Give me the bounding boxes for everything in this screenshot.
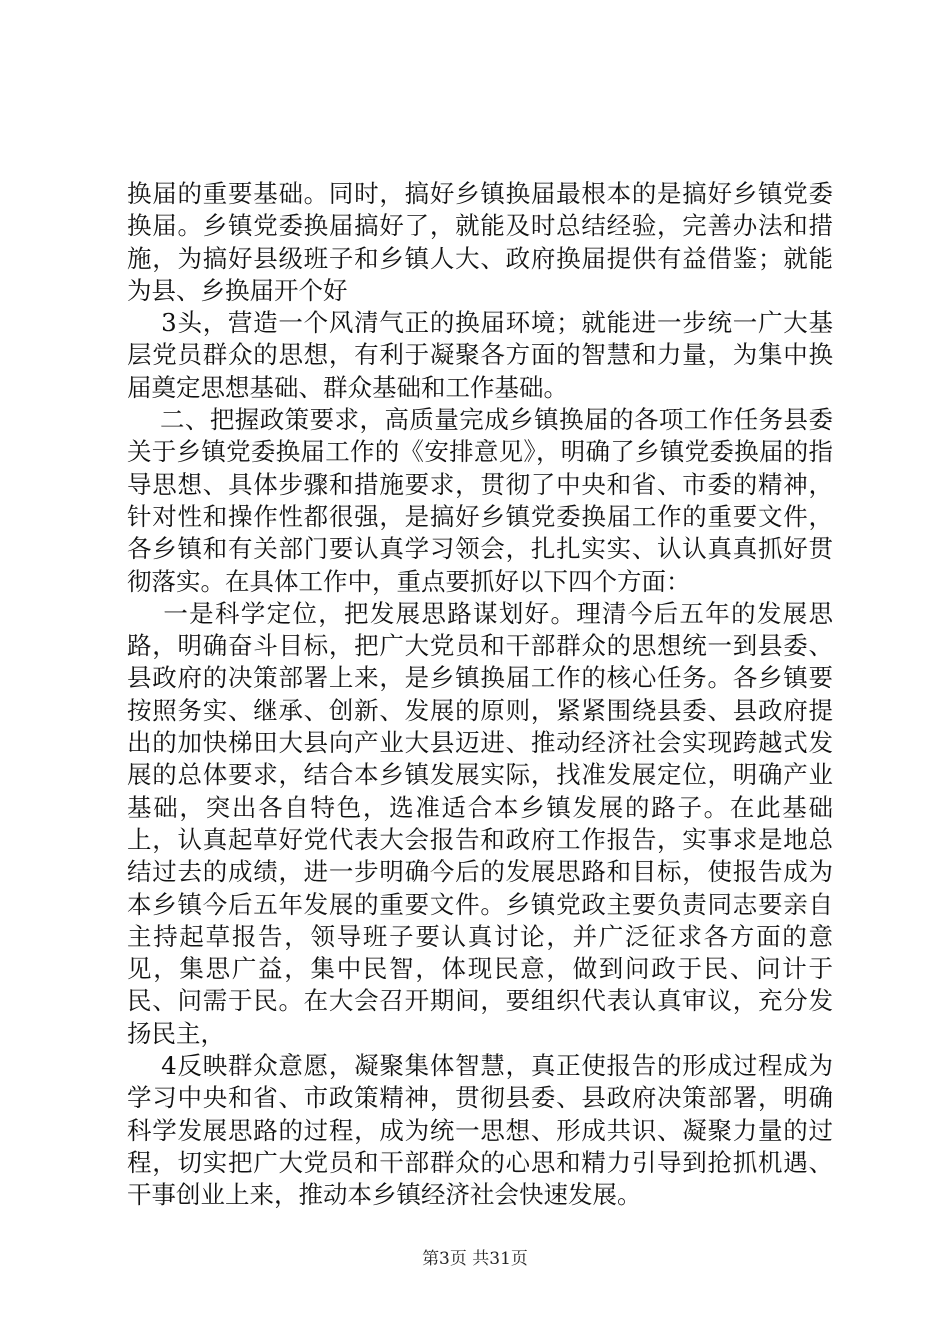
page-footer: 第3页 共31页 bbox=[422, 1249, 528, 1269]
paragraph-4: 一是科学定位，把发展思路谋划好。理清今后五年的发展思路，明确奋斗目标，把广大党员和干部群众的思想统一到县委、县政府的决策部署上来，是乡镇换届工作的核心任务。各乡镇要按照务实、继承、创新、发展的原则，紧紧围绕县委、县政府提出的加快梯田大县向产业大县迈进、推动经济社会实现跨越式发展的总体要求，结合本乡镇发展实际，找准发展定位，明确产业基础，突出各自特色，选准适合本乡镇发展的路子。在此基础上，认真起草好党代表大会报告和政府工作报告，实事求是地总结过去的成绩，进一步明确今后的发展思路和目标，使报告成为本乡镇今后五年发展的重要文件。乡镇党政主要负责同志要亲自主持起草报告，领导班子要认真讨论，并广泛征求各方面的意见，集思广益，集中民智，体现民意，做到问政于民、问计于民、问需于民。在大会召开期间，要组织代表认真审议，充分发扬民主， bbox=[127, 598, 833, 1048]
paragraph-1: 换届的重要基础。同时，搞好乡镇换届最根本的是搞好乡镇党委换届。乡镇党委换届搞好了，就能及时总结经验，完善办法和措施，为搞好县级班子和乡镇人大、政府换届提供有益借鉴；就能为县、乡换届开个好 bbox=[127, 179, 833, 305]
paragraph-5: 4反映群众意愿，凝聚集体智慧，真正使报告的形成过程成为学习中央和省、市政策精神，贯彻县委、县政府决策部署，明确科学发展思路的过程，成为统一思想、形成共识、凝聚力量的过程，切实把广大党员和干部群众的心思和精力引导到抢抓机遇、干事创业上来，推动本乡镇经济社会快速发展。 bbox=[127, 1051, 833, 1210]
document-body bbox=[127, 178, 833, 1212]
paragraph-2: 3头，营造一个风清气正的换届环境；就能进一步统一广大基层党员群众的思想，有利于凝聚各方面的智慧和力量，为集中换届奠定思想基础、群众基础和工作基础。 bbox=[127, 308, 833, 402]
paragraph-3: 二、把握政策要求，高质量完成乡镇换届的各项工作任务县委关于乡镇党委换届工作的《安排意见》，明确了乡镇党委换届的指导思想、具体步骤和措施要求，贯彻了中央和省、市委的精神，针对性和操作性都很强，是搞好乡镇党委换届工作的重要文件，各乡镇和有关部门要认真学习领会，扎扎实实、认认真真抓好贯彻落实。在具体工作中，重点要抓好以下四个方面： bbox=[127, 405, 833, 596]
